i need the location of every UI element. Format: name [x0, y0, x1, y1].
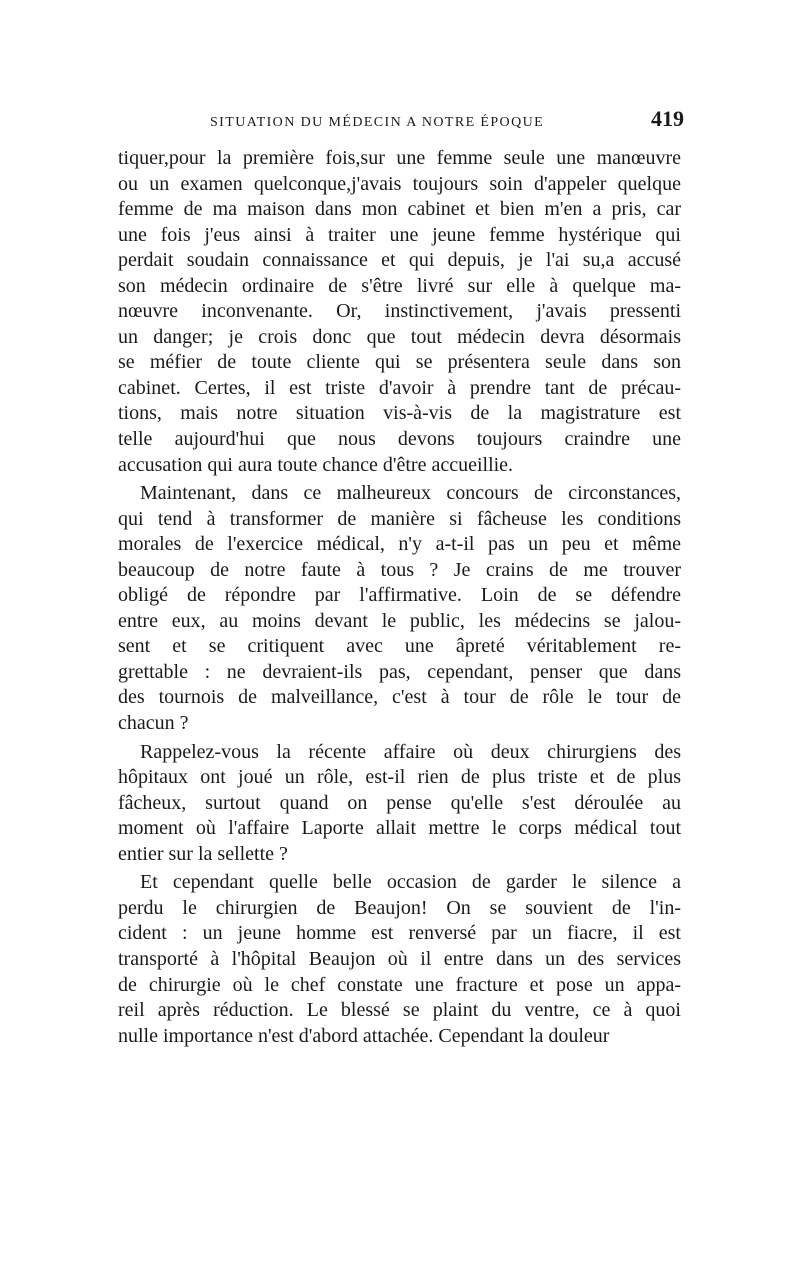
running-title: SITUATION DU MÉDECIN A NOTRE ÉPOQUE: [210, 115, 545, 130]
paragraph: [118, 740, 681, 868]
text-line: perdu le chirurgien de Beaujon! On se souvient de l'in-: [118, 896, 681, 919]
text-line: chacun ?: [118, 712, 189, 735]
text-line: son médecin ordinaire de s'être livré sur elle à quelque ma-: [118, 274, 681, 297]
text-line: nulle importance n'est d'abord attachée. Cependant la douleur: [118, 1024, 610, 1047]
paragraph: [118, 870, 681, 1049]
text-line: fâcheux, surtout quand on pense qu'elle s'est déroulée au: [118, 791, 681, 814]
text-line: une fois j'eus ainsi à traiter une jeune femme hystérique qui: [118, 223, 681, 246]
text-line: Maintenant, dans ce malheureux concours de circonstances,: [140, 482, 681, 505]
text-line: obligé de répondre par l'affirmative. Loin de se défendre: [118, 584, 681, 607]
text-line: de chirurgie où le chef constate une fracture et pose un appa-: [118, 973, 681, 996]
text-line: telle aujourd'hui que nous devons toujours craindre une: [118, 428, 681, 451]
text-line: reil après réduction. Le blessé se plaint du ventre, ce à quoi: [118, 999, 681, 1022]
paragraph: [118, 481, 681, 736]
text-line: nœuvre inconvenante. Or, instinctivement, j'avais pressenti: [118, 300, 681, 323]
text-line: femme de ma maison dans mon cabinet et bien m'en a pris, car: [118, 198, 681, 221]
text-line: transporté à l'hôpital Beaujon où il entre dans un des services: [118, 947, 681, 970]
text-line: moment où l'affaire Laporte allait mettre le corps médical tout: [118, 817, 681, 840]
text-line: hôpitaux ont joué un rôle, est-il rien de plus triste et de plus: [118, 766, 681, 789]
text-line: sent et se critiquent avec une âpreté véritablement re-: [118, 635, 681, 658]
text-line: perdait soudain connaissance et qui depuis, je l'ai su,a accusé: [118, 249, 681, 272]
text-line: accusation qui aura toute chance d'être accueillie.: [118, 453, 514, 476]
text-line: cident : un jeune homme est renversé par un fiacre, il est: [118, 922, 681, 945]
page-header: [210, 106, 684, 132]
text-line: un danger; je crois donc que tout médecin devra désormais: [118, 325, 681, 348]
text-line: tiquer,pour la première fois,sur une femme seule une manœuvre: [118, 147, 681, 169]
text-line: se méfier de toute cliente qui se présentera seule dans son: [118, 351, 681, 374]
text-line: tions, mais notre situation vis-à-vis de la magistrature est: [118, 402, 681, 425]
text-line: grettable : ne devraient-ils pas, cependant, penser que dans: [118, 660, 681, 683]
text-line: entier sur la sellette ?: [118, 842, 288, 865]
text-line: entre eux, au moins devant le public, les médecins se jalou-: [118, 609, 681, 632]
paragraph: [118, 146, 681, 478]
text-line: ou un examen quelconque,j'avais toujours soin d'appeler quelque: [118, 172, 681, 195]
text-line: beaucoup de notre faute à tous ? Je crains de me trouver: [118, 558, 681, 581]
text-line: des tournois de malveillance, c'est à tour de rôle le tour de: [118, 686, 681, 709]
text-line: Et cependant quelle belle occasion de garder le silence a: [140, 871, 681, 894]
page-number: 419: [651, 106, 684, 131]
text-line: cabinet. Certes, il est triste d'avoir à prendre tant de précau-: [118, 376, 681, 399]
text-line: qui tend à transformer de manière si fâcheuse les conditions: [118, 507, 681, 530]
text-line: morales de l'exercice médical, n'y a-t-il pas un peu et même: [118, 533, 681, 556]
body-text: [118, 146, 681, 1049]
text-line: Rappelez-vous la récente affaire où deux chirurgiens des: [140, 740, 681, 763]
